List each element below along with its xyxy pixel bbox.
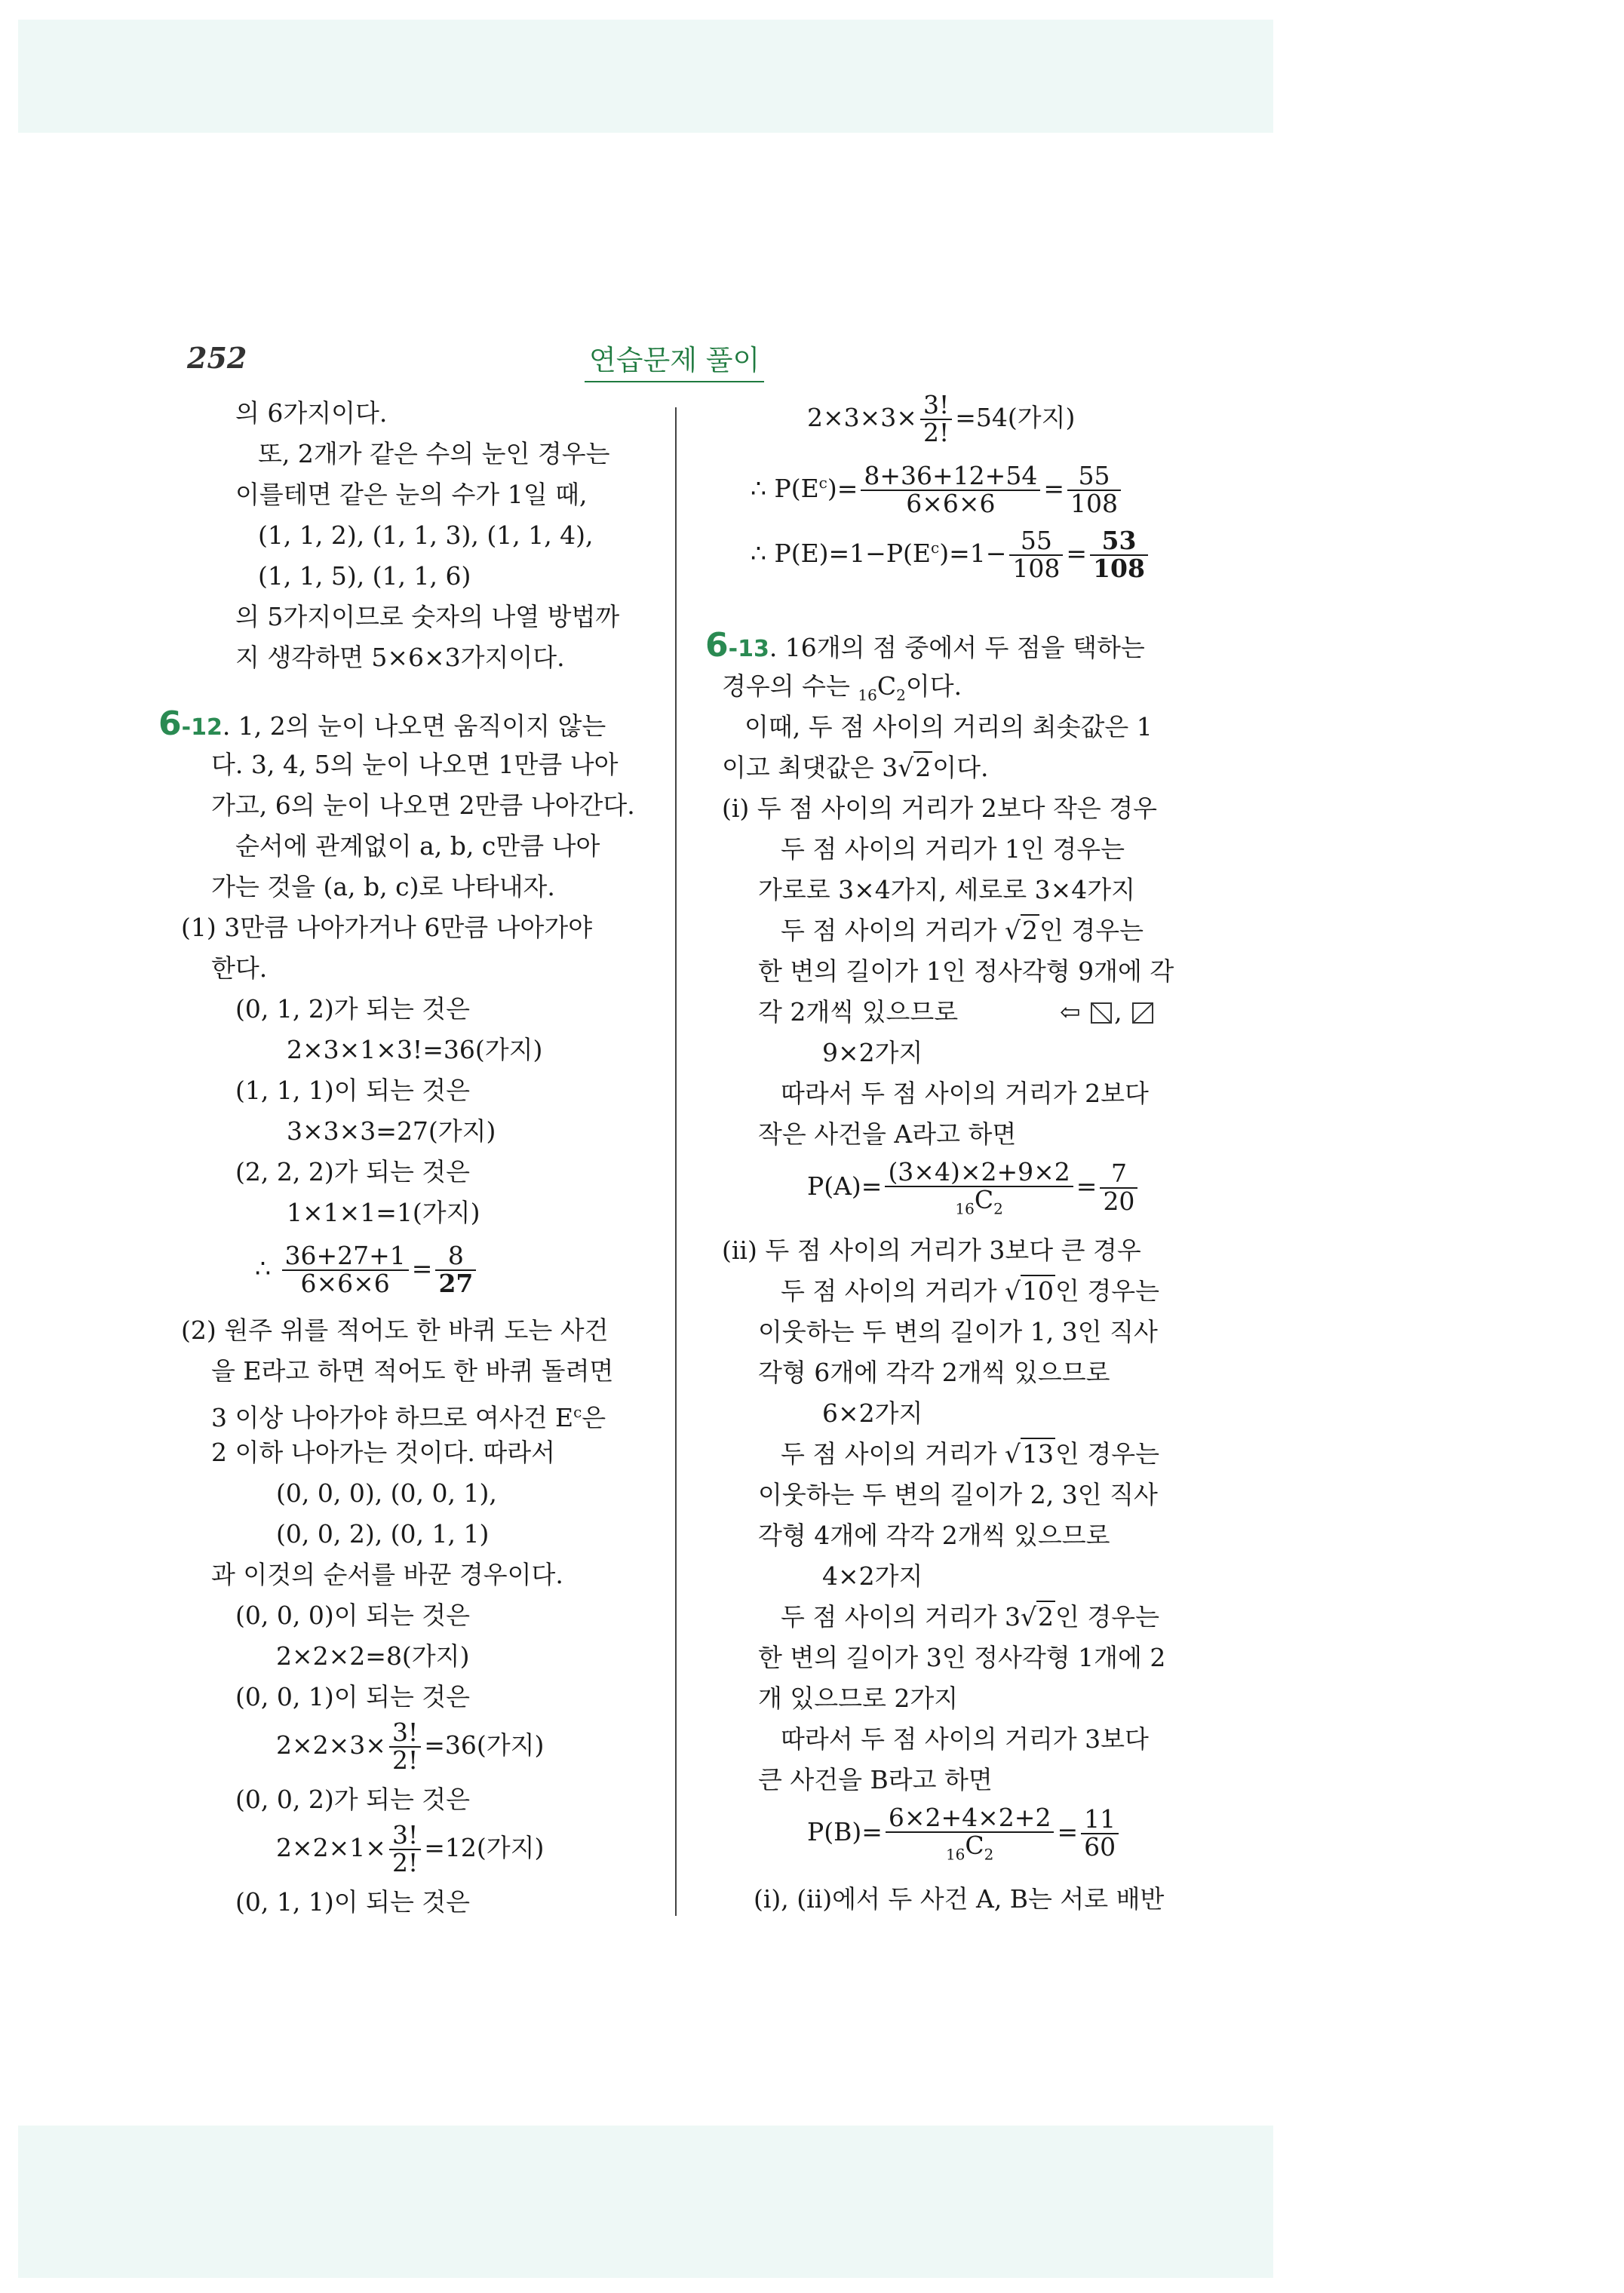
text-line: (0, 0, 1)이 되는 것은	[235, 1682, 471, 1711]
problem-6-12-heading: 6-12. 1, 2의 눈이 나오면 움직이지 않는	[158, 704, 606, 743]
text-line: 두 점 사이의 거리가 3√2인 경우는	[781, 1602, 1160, 1631]
text-line: 6×2가지	[822, 1398, 923, 1428]
fraction: $\frac{53}{108}$	[1090, 528, 1148, 582]
text-line: (i), (ii)에서 두 사건 A, B는 서로 배반	[754, 1884, 1165, 1914]
text-line: 2×2×2=8(가지)	[276, 1641, 470, 1671]
text-line: 이웃하는 두 변의 길이가 1, 3인 직사	[758, 1317, 1158, 1346]
formula-line: P(B)= $\frac{6\times 2+4\times 2+2}{_{16}C_2}$ = $\frac{11}{60}$	[807, 1798, 1122, 1866]
text-line: 각형 4개에 각각 2개씩 있으므로	[758, 1521, 1110, 1550]
text-line: 을 E라고 하면 적어도 한 바퀴 돌려면	[211, 1356, 614, 1386]
text-line: 이웃하는 두 변의 길이가 2, 3인 직사	[758, 1480, 1158, 1509]
text-line: 가고, 6의 눈이 나오면 2만큼 나아간다.	[211, 790, 635, 820]
text-line: 과 이것의 순서를 바꾼 경우이다.	[211, 1560, 563, 1589]
fraction: $\frac{3!}{2!}$	[389, 1822, 421, 1876]
formula-line: P(A)= $\frac{(3\times 4)\times 2+9\times 2}{_{16}C_2}$ = $\frac{7}{20}$	[807, 1153, 1140, 1220]
top-color-band	[18, 20, 1273, 133]
text-line: (0, 0, 2)가 되는 것은	[235, 1785, 471, 1814]
text-line: 가는 것을 (a, b, c)로 나타내자.	[211, 872, 555, 901]
running-title: 연습문제 풀이	[585, 337, 764, 382]
text-line: 가로로 3×4가지, 세로로 3×4가지	[758, 875, 1136, 904]
column-divider	[675, 407, 677, 1916]
text-line: 다. 3, 4, 5의 눈이 나오면 1만큼 나아	[211, 750, 619, 779]
text-line: 순서에 관계없이 a, b, c만큼 나아	[235, 831, 600, 861]
diagonal-square-icon	[1091, 1002, 1112, 1024]
formula-line: 2×2×1× $\frac{3!}{2!}$ =12(가지)	[276, 1820, 545, 1877]
text-line: (0, 1, 1)이 되는 것은	[235, 1887, 471, 1917]
text-line: (1, 1, 1)이 되는 것은	[235, 1076, 471, 1105]
text-line: 지 생각하면 5×6×3가지이다.	[235, 643, 565, 672]
fraction: $\frac{55}{108}$	[1067, 463, 1121, 517]
text-line: (2, 2, 2)가 되는 것은	[235, 1157, 471, 1186]
formula-line: ∴ $P(E)=1-P(E^c)=1-$ $\frac{55}{108}$ = $\frac{53}{108}$	[751, 517, 1151, 578]
text-line: (1) 3만큼 나아가거나 6만큼 나아가야	[181, 913, 593, 942]
text-line: (0, 1, 2)가 되는 것은	[235, 994, 471, 1024]
text-line: 경우의 수는 $_{16}C_2$이다.	[722, 671, 962, 704]
formula-line: ∴ $\frac{36+27+1}{6\times 6\times 6}$ = $\frac{8}{27}$	[255, 1239, 479, 1299]
bottom-color-band	[18, 2126, 1273, 2278]
text-line: 2 이하 나아가는 것이다. 따라서	[211, 1438, 555, 1467]
text-line: 두 점 사이의 거리가 1인 경우는	[781, 834, 1125, 864]
fraction: $\frac{(3\times 4)\times 2+9\times 2}{_{16}C_2}$	[885, 1159, 1073, 1217]
problem-number: 6-12	[158, 704, 223, 743]
problem-6-13-heading: 6-13. 16개의 점 중에서 두 점을 택하는	[705, 626, 1145, 665]
text-line: (2) 원주 위를 적어도 한 바퀴 도는 사건	[181, 1315, 609, 1345]
diagonal-squares-note: ⇦ ,	[1060, 997, 1156, 1027]
fraction: $\frac{7}{20}$	[1100, 1161, 1137, 1214]
text-line: 한 변의 길이가 3인 정사각형 1개에 2	[758, 1643, 1166, 1672]
text-line: 3×3×3=27(가지)	[287, 1116, 496, 1146]
formula-line: 2×3×3× $\frac{3!}{2!}$ =54(가지)	[807, 390, 1076, 447]
text-line: (ii) 두 점 사이의 거리가 3보다 큰 경우	[722, 1236, 1141, 1265]
fraction: $\frac{6\times 2+4\times 2+2}{_{16}C_2}$	[886, 1805, 1055, 1862]
text-line: 2×3×1×3!=36(가지)	[287, 1035, 543, 1064]
problem-number: 6-13	[705, 626, 769, 665]
text-line: (i) 두 점 사이의 거리가 2보다 작은 경우	[722, 793, 1158, 823]
text-line: (0, 0, 0)이 되는 것은	[235, 1601, 471, 1630]
fraction: $\frac{55}{108}$	[1009, 528, 1063, 582]
text-line: 이고 최댓값은 3√2이다.	[722, 753, 989, 782]
formula-line: ∴ $P(E^c)=$ $\frac{8+36+12+54}{6\times 6\times 6}$ = $\frac{55}{108}$	[751, 453, 1124, 513]
text-line: (1, 1, 5), (1, 1, 6)	[258, 561, 471, 591]
formula-line: 2×2×3× $\frac{3!}{2!}$ =36(가지)	[276, 1717, 545, 1775]
text-line: 개 있으므로 2가지	[758, 1684, 959, 1713]
fraction: $\frac{8}{27}$	[435, 1243, 476, 1297]
text-line: 두 점 사이의 거리가 √2인 경우는	[781, 916, 1144, 945]
left-arrow-icon: ⇦	[1060, 997, 1081, 1027]
fraction: $\frac{36+27+1}{6\times 6\times 6}$	[282, 1243, 409, 1297]
text-line: 큰 사건을 B라고 하면	[758, 1765, 993, 1794]
text-line: 한 변의 길이가 1인 정사각형 9개에 각	[758, 956, 1174, 986]
fraction: $\frac{3!}{2!}$	[920, 392, 952, 446]
text-line: 의 5가지이므로 숫자의 나열 방법까	[235, 602, 620, 631]
text-line: 작은 사건을 A라고 하면	[758, 1119, 1017, 1149]
text-line: 따라서 두 점 사이의 거리가 2보다	[781, 1079, 1149, 1108]
text-line: 4×2가지	[822, 1561, 923, 1591]
text-line: 한다.	[211, 953, 268, 983]
diagonal-square-icon	[1132, 1002, 1153, 1024]
fraction: $\frac{3!}{2!}$	[389, 1720, 421, 1773]
text-line: 각 2개씩 있으므로	[758, 997, 959, 1027]
text-line: 의 6가지이다.	[235, 398, 388, 428]
page-number: 252	[187, 341, 247, 375]
text-line: 따라서 두 점 사이의 거리가 3보다	[781, 1724, 1149, 1754]
text-line: 각형 6개에 각각 2개씩 있으므로	[758, 1358, 1110, 1387]
text-line: (0, 0, 2), (0, 1, 1)	[276, 1519, 490, 1549]
text-line: 9×2가지	[822, 1038, 923, 1067]
fraction: $\frac{11}{60}$	[1081, 1806, 1119, 1860]
text-line: (0, 0, 0), (0, 0, 1),	[276, 1478, 497, 1508]
text-line: 두 점 사이의 거리가 √10인 경우는	[781, 1276, 1160, 1306]
text-line: 3 이상 나아가야 하므로 여사건 $E^c$은	[211, 1403, 606, 1432]
text-line: 1×1×1=1(가지)	[287, 1198, 480, 1227]
text-line: (1, 1, 2), (1, 1, 3), (1, 1, 4),	[258, 520, 594, 550]
text-line: 또, 2개가 같은 수의 눈인 경우는	[258, 439, 610, 468]
text-line: 두 점 사이의 거리가 √13인 경우는	[781, 1439, 1160, 1469]
text-line: 이를테면 같은 눈의 수가 1일 때,	[235, 480, 588, 509]
fraction: $\frac{8+36+12+54}{6\times 6\times 6}$	[861, 463, 1040, 517]
text-line: 이때, 두 점 사이의 거리의 최솟값은 1	[744, 712, 1153, 741]
